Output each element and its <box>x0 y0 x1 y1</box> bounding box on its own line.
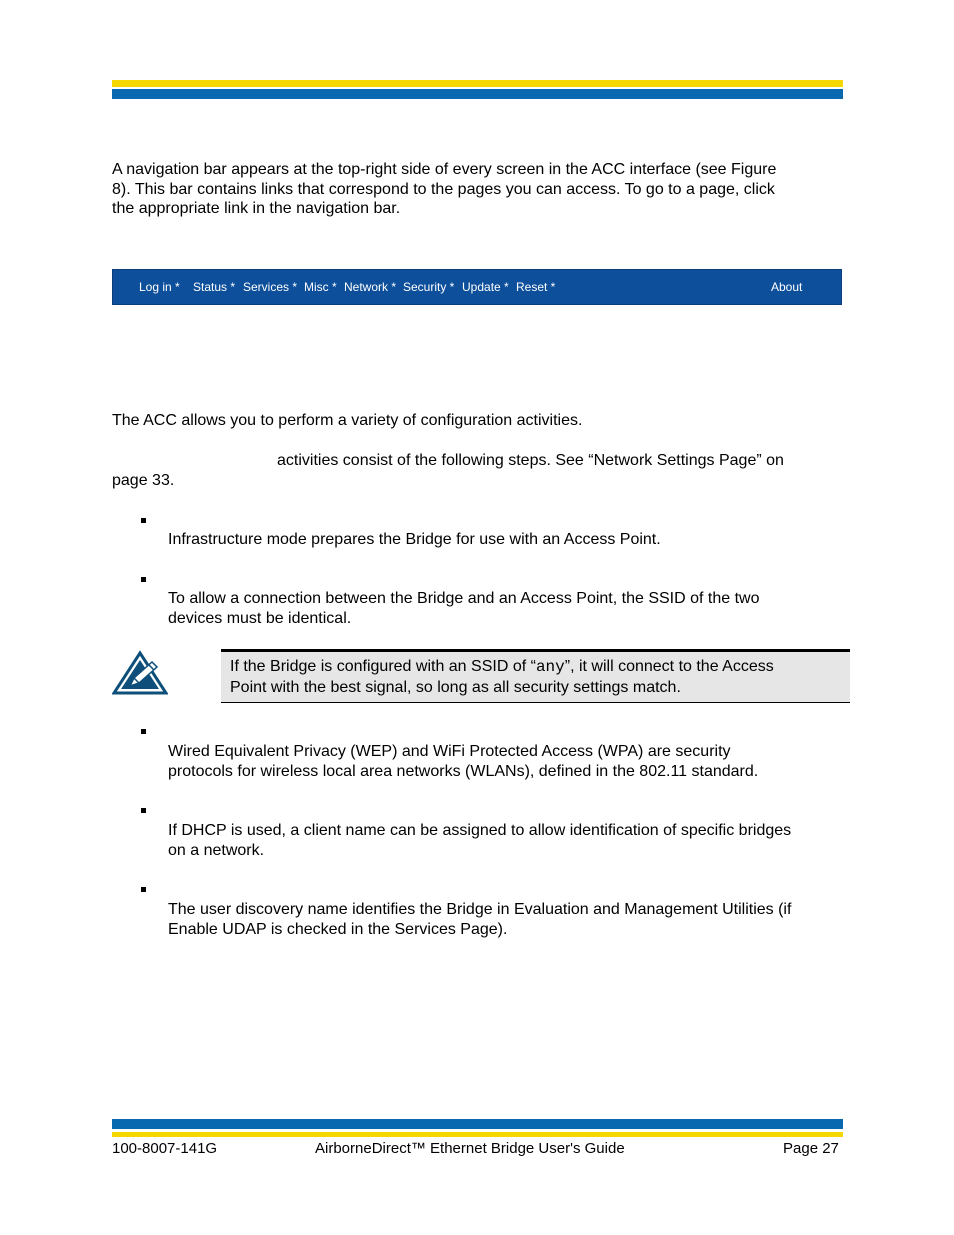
footer-title: AirborneDirect™ Ethernet Bridge User's Guide <box>315 1140 625 1157</box>
step-2-line-2: devices must be identical. <box>168 610 352 627</box>
step-1-text: Infrastructure mode prepares the Bridge for use with an Access Point. <box>168 531 661 548</box>
bullet-marker <box>141 518 146 523</box>
note-line-1 <box>230 657 774 677</box>
note-line-2: Point with the best signal, so long as all security settings match. <box>230 679 681 696</box>
header-blue-bar <box>112 89 843 99</box>
nav-network-link[interactable]: Network * <box>344 280 397 294</box>
nav-reset-link[interactable]: Reset * <box>516 280 556 294</box>
footer-blue-bar <box>112 1119 843 1129</box>
step-3-line-1: Wired Equivalent Privacy (WEP) and WiFi Protected Access (WPA) are security <box>168 743 731 760</box>
note-suffix: ”, it will connect to the Access <box>564 658 774 675</box>
intro-line-3: the appropriate link in the navigation bar. <box>112 200 401 217</box>
nav-services-link[interactable]: Services * <box>243 280 298 294</box>
footer-page-number: Page 27 <box>783 1140 839 1157</box>
note-pencil-icon <box>112 650 168 696</box>
bullet-marker <box>141 577 146 582</box>
nav-misc-link[interactable]: Misc * <box>304 280 337 294</box>
bullet-marker <box>141 887 146 892</box>
step-5-line-1: The user discovery name identifies the Bridge in Evaluation and Management Utilities (if <box>168 901 792 918</box>
nav-about-link[interactable]: About <box>771 280 803 294</box>
bullet-marker <box>141 808 146 813</box>
step-2-line-1: To allow a connection between the Bridge and an Access Point, the SSID of the two <box>168 590 760 607</box>
footer-yellow-bar <box>112 1132 843 1137</box>
navigation-bar-figure <box>112 269 842 305</box>
step-5-line-2: Enable UDAP is checked in the Services Page). <box>168 921 508 938</box>
note-prefix: If the Bridge is configured with an SSID of “ <box>230 658 536 675</box>
nav-status-link[interactable]: Status * <box>193 280 236 294</box>
nav-update-link[interactable]: Update * <box>462 280 509 294</box>
note-box <box>221 649 850 703</box>
step-4-line-1: If DHCP is used, a client name can be assigned to allow identification of specific bridges <box>168 822 792 839</box>
header-yellow-bar <box>112 80 843 87</box>
footer-doc-number: 100-8007-141G <box>112 1140 218 1157</box>
config-line-2: activities consist of the following steps. See “Network Settings Page” on <box>277 452 784 469</box>
config-line-3: page 33. <box>112 472 175 489</box>
nav-security-link[interactable]: Security * <box>403 280 455 294</box>
bullet-marker <box>141 729 146 734</box>
nav-login-link[interactable]: Log in * <box>139 280 180 294</box>
intro-line-2: 8). This bar contains links that correspond to the pages you can access. To go to a page, click <box>112 181 775 198</box>
config-line-1: The ACC allows you to perform a variety of configuration activities. <box>112 412 583 429</box>
note-code: any <box>535 658 565 676</box>
step-3-line-2: protocols for wireless local area networks (WLANs), defined in the 802.11 standard. <box>168 763 759 780</box>
step-4-line-2: on a network. <box>168 842 265 859</box>
intro-line-1: A navigation bar appears at the top-right side of every screen in the ACC interface (see Figure <box>112 161 777 178</box>
